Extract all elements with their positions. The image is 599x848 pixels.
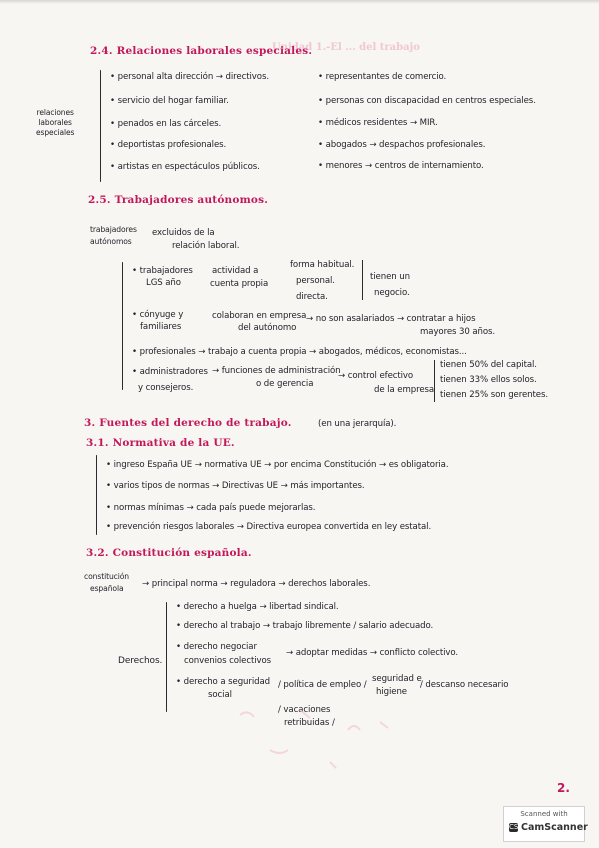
intro-text: → principal norma → reguladora → derechos laborales. bbox=[142, 579, 371, 589]
list-item: • artistas en espectáculos públicos. bbox=[110, 162, 260, 172]
list-item: • menores → centros de internamiento. bbox=[318, 161, 484, 171]
section-title-3-1: 3.1. Normativa de la UE. bbox=[86, 437, 235, 449]
autonomo-row-1: tienen un bbox=[370, 272, 410, 282]
autonomo-row-1: personal. bbox=[296, 276, 335, 286]
autonomo-row-2: familiares bbox=[140, 322, 182, 332]
derecho-item: • derecho a seguridad bbox=[176, 677, 270, 687]
autonomo-row-1: forma habitual. bbox=[290, 260, 355, 270]
list-item: • personal alta dirección → directivos. bbox=[110, 72, 269, 82]
autonomo-row-4: tienen 50% del capital. bbox=[440, 360, 537, 370]
list-item: • deportistas profesionales. bbox=[110, 140, 227, 150]
autonomo-row-4: y consejeros. bbox=[138, 383, 194, 393]
intro-term: constitución bbox=[84, 572, 130, 581]
bleed-mark bbox=[240, 712, 254, 717]
camscanner-text: CamScanner bbox=[521, 822, 588, 833]
derecho-item: convenios colectivos bbox=[184, 656, 272, 666]
section-title-2-4: 2.4. Relaciones laborales especiales. bbox=[90, 45, 313, 57]
autonomo-row-2: colaboran en empresa bbox=[212, 311, 307, 321]
side-label-line: relaciones bbox=[36, 108, 74, 117]
divider-bar bbox=[362, 260, 363, 300]
definition-term: trabajadores bbox=[90, 225, 137, 234]
brace bbox=[122, 262, 123, 390]
definition-text: relación laboral. bbox=[172, 241, 240, 251]
autonomo-row-4: de la empresa bbox=[374, 385, 435, 395]
side-label-relaciones bbox=[36, 108, 74, 138]
camscanner-icon: CS bbox=[509, 823, 519, 831]
derecho-item: • derecho al trabajo → trabajo libremente / salario adecuado. bbox=[176, 621, 434, 631]
derecho-item: seguridad e bbox=[372, 674, 422, 684]
derechos-label: Derechos. bbox=[118, 656, 163, 666]
brace bbox=[166, 602, 167, 712]
derecho-item: retribuidas / bbox=[284, 718, 335, 728]
page-top-edge bbox=[0, 0, 599, 4]
autonomo-row-1: cuenta propia bbox=[210, 279, 269, 289]
list-item: • servicio del hogar familiar. bbox=[110, 96, 229, 106]
autonomo-row-2: • cónyuge y bbox=[132, 310, 184, 320]
autonomo-row-2: mayores 30 años. bbox=[420, 327, 496, 337]
derecho-item: • derecho negociar bbox=[176, 642, 257, 652]
autonomo-row-4: → control efectivo bbox=[338, 371, 414, 381]
list-item: • representantes de comercio. bbox=[318, 72, 447, 82]
autonomo-row-2: → no son asalariados → contratar a hijos bbox=[306, 314, 476, 324]
autonomo-row-1: LGS año bbox=[146, 278, 181, 288]
definition-text: excluidos de la bbox=[152, 228, 215, 238]
derecho-item: higiene bbox=[376, 687, 407, 697]
camscanner-badge bbox=[503, 806, 588, 842]
autonomo-row-4: → funciones de administración bbox=[212, 366, 341, 376]
section-note: (en una jerarquía). bbox=[318, 419, 397, 429]
list-item: • ingreso España UE → normativa UE → por encima Constitución → es obligatoria. bbox=[106, 460, 449, 470]
side-label-line: laborales bbox=[38, 118, 72, 127]
list-item: • penados en las cárceles. bbox=[110, 119, 222, 129]
list-item: • normas mínimas → cada país puede mejorarlas. bbox=[106, 503, 316, 513]
autonomo-row-4: • administradores bbox=[132, 367, 208, 377]
derecho-item: / política de empleo / bbox=[278, 680, 367, 690]
section-title-3-2: 3.2. Constitución española. bbox=[86, 547, 252, 559]
bleed-mark bbox=[270, 750, 288, 753]
autonomo-row-1: • trabajadores bbox=[132, 266, 193, 276]
intro-term: española bbox=[90, 584, 124, 593]
autonomo-row-3: • profesionales → trabajo a cuenta propia → abogados, médicos, economistas... bbox=[132, 347, 467, 357]
list-item: • prevención riesgos laborales → Directiva europea convertida en ley estatal. bbox=[106, 522, 432, 532]
derecho-item: / vacaciones bbox=[278, 705, 331, 715]
autonomo-row-4: o de gerencia bbox=[256, 379, 314, 389]
list-item: • abogados → despachos profesionales. bbox=[318, 140, 486, 150]
list-item: • personas con discapacidad en centros especiales. bbox=[318, 96, 536, 106]
autonomo-row-2: del autónomo bbox=[238, 323, 297, 333]
autonomo-row-1: negocio. bbox=[374, 288, 410, 298]
bleed-mark bbox=[348, 726, 360, 730]
page-number: 2. bbox=[557, 781, 570, 795]
autonomo-row-1: directa. bbox=[296, 292, 328, 302]
side-label-line: especiales bbox=[36, 128, 75, 137]
list-item: • médicos residentes → MIR. bbox=[318, 118, 438, 128]
bleed-mark bbox=[300, 710, 310, 718]
autonomo-row-4: tienen 33% ellos solos. bbox=[440, 375, 537, 385]
autonomo-row-4: tienen 25% son gerentes. bbox=[440, 390, 548, 400]
definition-term: autónomos bbox=[90, 237, 132, 246]
brace bbox=[96, 455, 97, 535]
brace bbox=[100, 70, 101, 182]
scanned-with-text: Scanned with bbox=[520, 810, 568, 818]
derecho-item: social bbox=[208, 690, 232, 700]
autonomo-row-1: actividad a bbox=[212, 266, 259, 276]
derecho-item: / descanso necesario bbox=[420, 680, 509, 690]
divider-bar bbox=[434, 360, 435, 402]
derecho-item: • derecho a huelga → libertad sindical. bbox=[176, 602, 339, 612]
section-title-3: 3. Fuentes del derecho de trabajo. bbox=[84, 417, 292, 429]
section-title-2-5: 2.5. Trabajadores autónomos. bbox=[88, 194, 269, 206]
bleed-mark bbox=[330, 762, 336, 768]
bleed-mark bbox=[380, 722, 388, 728]
list-item: • varios tipos de normas → Directivas UE → más importantes. bbox=[106, 481, 365, 491]
bleed-through-marks bbox=[230, 700, 430, 780]
derecho-item: → adoptar medidas → conflicto colectivo. bbox=[286, 648, 459, 658]
bleed-through-header: Unidad 1.-El ... del trabajo bbox=[272, 42, 420, 53]
